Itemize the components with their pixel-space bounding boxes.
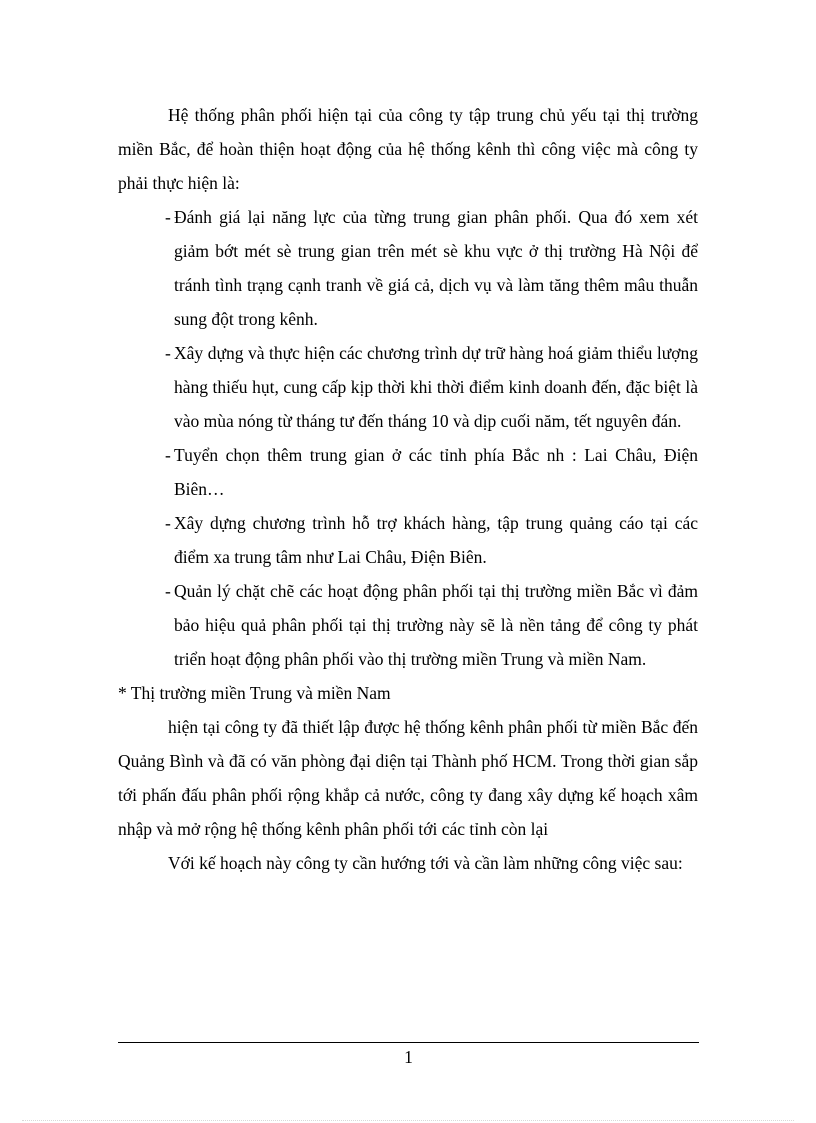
task-list	[118, 200, 698, 676]
section-heading: * Thị trường miền Trung và miền Nam	[118, 683, 391, 703]
list-item-text: Tuyển chọn thêm trung gian ở các tỉnh phía Bắc nh : Lai Châu, Điện Biên…	[174, 445, 698, 499]
list-item	[118, 336, 698, 438]
page-bottom-border	[22, 1120, 794, 1121]
bullet-dash: -	[165, 513, 171, 533]
footer-divider	[118, 1042, 699, 1043]
bullet-dash: -	[165, 581, 171, 601]
bullet-dash: -	[165, 343, 171, 363]
list-item-text: Xây dựng chương trình hỗ trợ khách hàng, tập trung quảng cáo tại các điểm xa trung tâm như Lai Châu, Điện Biên.	[174, 513, 698, 567]
list-item	[118, 438, 698, 506]
list-item-text: Xây dựng và thực hiện các chương trình dự trữ hàng hoá giảm thiểu lượng hàng thiếu hụt, cung cấp kịp thời khi thời điểm kinh doanh đến, đặc biệt là vào mùa nóng từ tháng tư đến tháng 10 và dịp cuối năm, tết nguyên đán.	[174, 343, 698, 431]
bullet-dash: -	[165, 445, 171, 465]
bullet-dash: -	[165, 207, 171, 227]
list-item	[118, 506, 698, 574]
list-item-text: Quản lý chặt chẽ các hoạt động phân phối tại thị trường miền Bắc vì đảm bảo hiệu quả phân phối tại thị trường này sẽ là nền tảng để công ty phát triển hoạt động phân phối vào thị trường miền Trung và miền Nam.	[174, 581, 698, 669]
page-number: 1	[404, 1047, 413, 1067]
list-item	[118, 200, 698, 336]
list-item-text: Đánh giá lại năng lực của từng trung gian phân phối. Qua đó xem xét giảm bớt mét sè trung gian trên mét sè khu vực ở thị trường Hà Nội để tránh tình trạng cạnh tranh về giá cả, dịch vụ và làm tăng thêm mâu thuẫn sung đột trong kênh.	[174, 207, 698, 329]
intro-paragraph: Hệ thống phân phối hiện tại của công ty tập trung chủ yếu tại thị trường miền Bắc, để hoàn thiện hoạt động của hệ thống kênh thì công việc mà công ty phải thực hiện là:	[118, 105, 698, 193]
central-south-paragraph: hiện tại công ty đã thiết lập được hệ thống kênh phân phối từ miền Bắc đến Quảng Bình và đã có văn phòng đại diện tại Thành phố HCM. Trong thời gian sắp tới phấn đấu phân phối rộng khắp cả nước, công ty đang xây dựng kế hoạch xâm nhập và mở rộng hệ thống kênh phân phối tới các tỉnh còn lại	[118, 717, 698, 839]
list-item	[118, 574, 698, 676]
plan-paragraph: Với kế hoạch này công ty cần hướng tới và cần làm những công việc sau:	[168, 853, 683, 873]
document-body	[118, 98, 698, 880]
